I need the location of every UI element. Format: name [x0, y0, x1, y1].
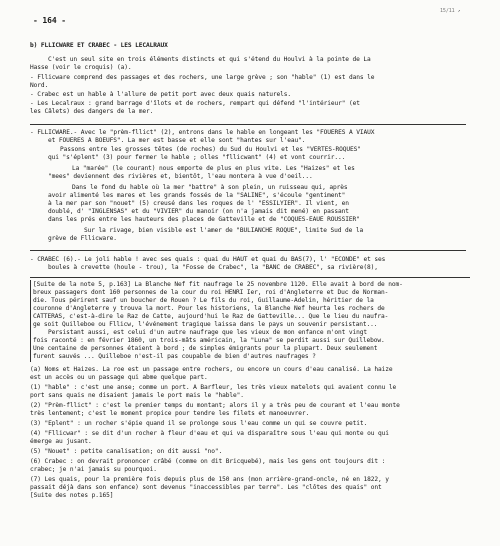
text-line: Une centaine de personnes étaient à bord ; de simples émigrants pour la plupart. Deux seulement: [33, 345, 378, 352]
text-line: - FLLICWARE.- Avec le "prèm-fllict" (2), entrons dans le hable en longeant les "FOUERES A VIAUX: [30, 129, 375, 136]
text-line: CATTERAS, c'est-à-dire le Raz de Catte, aujourd'hui le Raz de Gatteville... Que le lieu du naufra-: [33, 313, 389, 320]
corner-note: 15/11 ↗: [440, 8, 461, 14]
footnote-line: crabec; je n'ai jamais su pourquoi.: [30, 466, 157, 473]
text-line: [Suite de la note 5, p.163] La Blanche Nef fit naufrage le 25 novembre 1120. Elle avait à bord de nom-: [33, 281, 403, 288]
text-line: die. Tous périrent sauf un boucher de Rouen ? Le fils du roi, Guillaume-Adelin, héritier de la: [33, 297, 374, 304]
text-line: les Câlets) des dangers de la mer.: [30, 108, 154, 115]
text-line: Sur la rivage, bien visible est l'amer de "BULIANCHE ROQUE", limite Sud de la: [84, 227, 364, 234]
text-line: C'est un seul site en trois éléments distincts et qui s'étend du Houlvi à la pointe de La: [48, 56, 371, 63]
footnote-line: passait déjà dans son enfance) sont devenus "inaccessibles par terre". Les "clôtes des quais" ont: [30, 484, 382, 491]
text-line: Persistant aussi, est celui d'un autre naufrage que les vieux de mon enfance m'ont vingt: [48, 329, 368, 336]
text-line: "mees" deviennent des rivières et, bientôt, l'eau montera à vue d'oeil...: [48, 173, 313, 180]
footnote-line: est un accès ou un passage qui abme quelque part.: [30, 374, 208, 381]
text-line: ge soit Quilleboe ou Fllicw, l'événement tragique laissa dans le pays un souvenir persistant...: [33, 321, 378, 328]
footnote-line: (5) "Nouet" : petite canalisation; on dit aussi "no".: [30, 448, 223, 455]
divider: [30, 124, 466, 125]
divider: [30, 277, 470, 278]
text-line: La "marée" (le courant) nous emporte de plus en plus vite. Les "Haizes" et les: [72, 165, 355, 172]
footnote-line: (7) Les quais, pour la première fois depuis plus de 150 ans (mon arrière-grand-oncle, né en 1822, y: [30, 476, 389, 483]
footnote-line: port sans quais ne disaient jamais le port mais le "hable".: [30, 392, 244, 399]
text-line: à la mer par son "nouet" (5) creusé dans les roques de l' "ESSILYIER". Il vient, en: [48, 200, 349, 207]
footnote-line: (3) "Eplent" : un rocher s'épie quand il se prolonge sous l'eau comme un qui se couvre petit.: [30, 420, 368, 427]
text-line: Nord.: [30, 82, 49, 89]
text-line: et FOUERES A BOEUFS". La mer est basse et elle sont "hantes sur l'eau".: [48, 137, 306, 144]
page-number: - 164 -: [33, 16, 67, 25]
text-line: Hasse (voir le croquis) (a).: [30, 64, 132, 71]
footnote-line: (2) "Prèm-fllict" : c'est le premier temps du montant; alors il y a très peu de courant et l'eau monte: [30, 402, 400, 409]
footnote-line: (6) Crabec : on devrait prononcer crâbé (comme on dit Bricquebé), mais les gens ont toujours dit :: [30, 458, 386, 465]
text-line: doublé, d' "INGLENSAS" et du "VIVIER" du manoir (on n'a jamais dit mené) en passant: [48, 208, 349, 215]
section-heading: b) FLLICWARE ET CRABEC - LES LECALRAUX: [30, 42, 168, 49]
text-line: qui "s'éplent" (3) pour fermer le hable ; olles "fllicwant" (4) et vont courrir...: [48, 154, 346, 161]
footnote-line: (4) "Fllicwar" : se dit d'un rocher à fleur d'eau et qui va disparaître sous l'eau qui monte ou qui: [30, 430, 389, 437]
bracket-line: [30, 280, 31, 362]
text-line: furent sauvés ... Quilleboe n'est-il pas coupable de bien d'autres naufrages ?: [33, 353, 316, 360]
footnote-line: (1) "hable" : c'est une anse; comme un port. A Barfleur, les très vieux matelots qui avaient connu le: [30, 384, 397, 391]
text-line: couronne d'Angleterre y trouva la mort. Pour les historiens, la Blanche Nef heurta les rochers de: [33, 305, 385, 312]
text-line: - Les Lecalraux : grand barrage d'îlots et de rochers, rempart qui défend "l'intérieur" (et: [30, 100, 360, 107]
text-line: avoir alimenté les mares et les grands fossés de la "SALINE", s'écoule "gentiment": [48, 192, 346, 199]
text-line: grève de Fllicware.: [48, 235, 117, 242]
footnote-line: très lentement; c'est le moment propice pour tendre les filets et manoeuvrer.: [30, 410, 310, 417]
text-line: - CRABEC (6).- Le joli hable ! avec ses quais : quai du HAUT et quai du BAS(7), l' "ECONDE" et ses: [30, 256, 386, 263]
text-line: fois raconté : en février 1860, un trois-mâts américain, la "Luna" se perdit aussi sur Quillebow.: [33, 337, 385, 344]
text-line: Passons entre les grosses têtes (de roches) du Sud du Houlvi et les "VERTES-ROQUES": [60, 146, 361, 153]
text-line: dans les prés entre les hauteurs des places de Gatteville et de "COQUES-EAUE ROUSSIER": [48, 216, 360, 223]
text-line: boules à crevette (houle - trou), la "Fosse de Crabec", la "BANC de CRABEC", sa rivière(8),: [48, 264, 378, 271]
footnote-line: (a) Noms et Haizes. La roe est un passage entre rochers, ou encore un cours d'eau canalisé. La haize: [30, 366, 393, 373]
divider: [30, 250, 466, 251]
text-line: Dans le fond du hable où la mer "battre" à son plein, un ruisseau qui, après: [72, 184, 348, 191]
text-line: - Crabec est un hable à l'allure de petit port avec deux quais naturels.: [30, 91, 292, 98]
text-line: - Fllicware comprend des passages et des rochers, une large grève ; son "hable" (1) est dans le: [30, 74, 375, 81]
footnote-line: [Suite des notes p.165]: [30, 492, 114, 499]
footnote-line: émerge au jusant.: [30, 438, 92, 445]
text-line: breux passagers dont 160 personnes de la cour du roi HENRI Ier, roi d'Angleterre et Duc de Norman-: [33, 289, 389, 296]
